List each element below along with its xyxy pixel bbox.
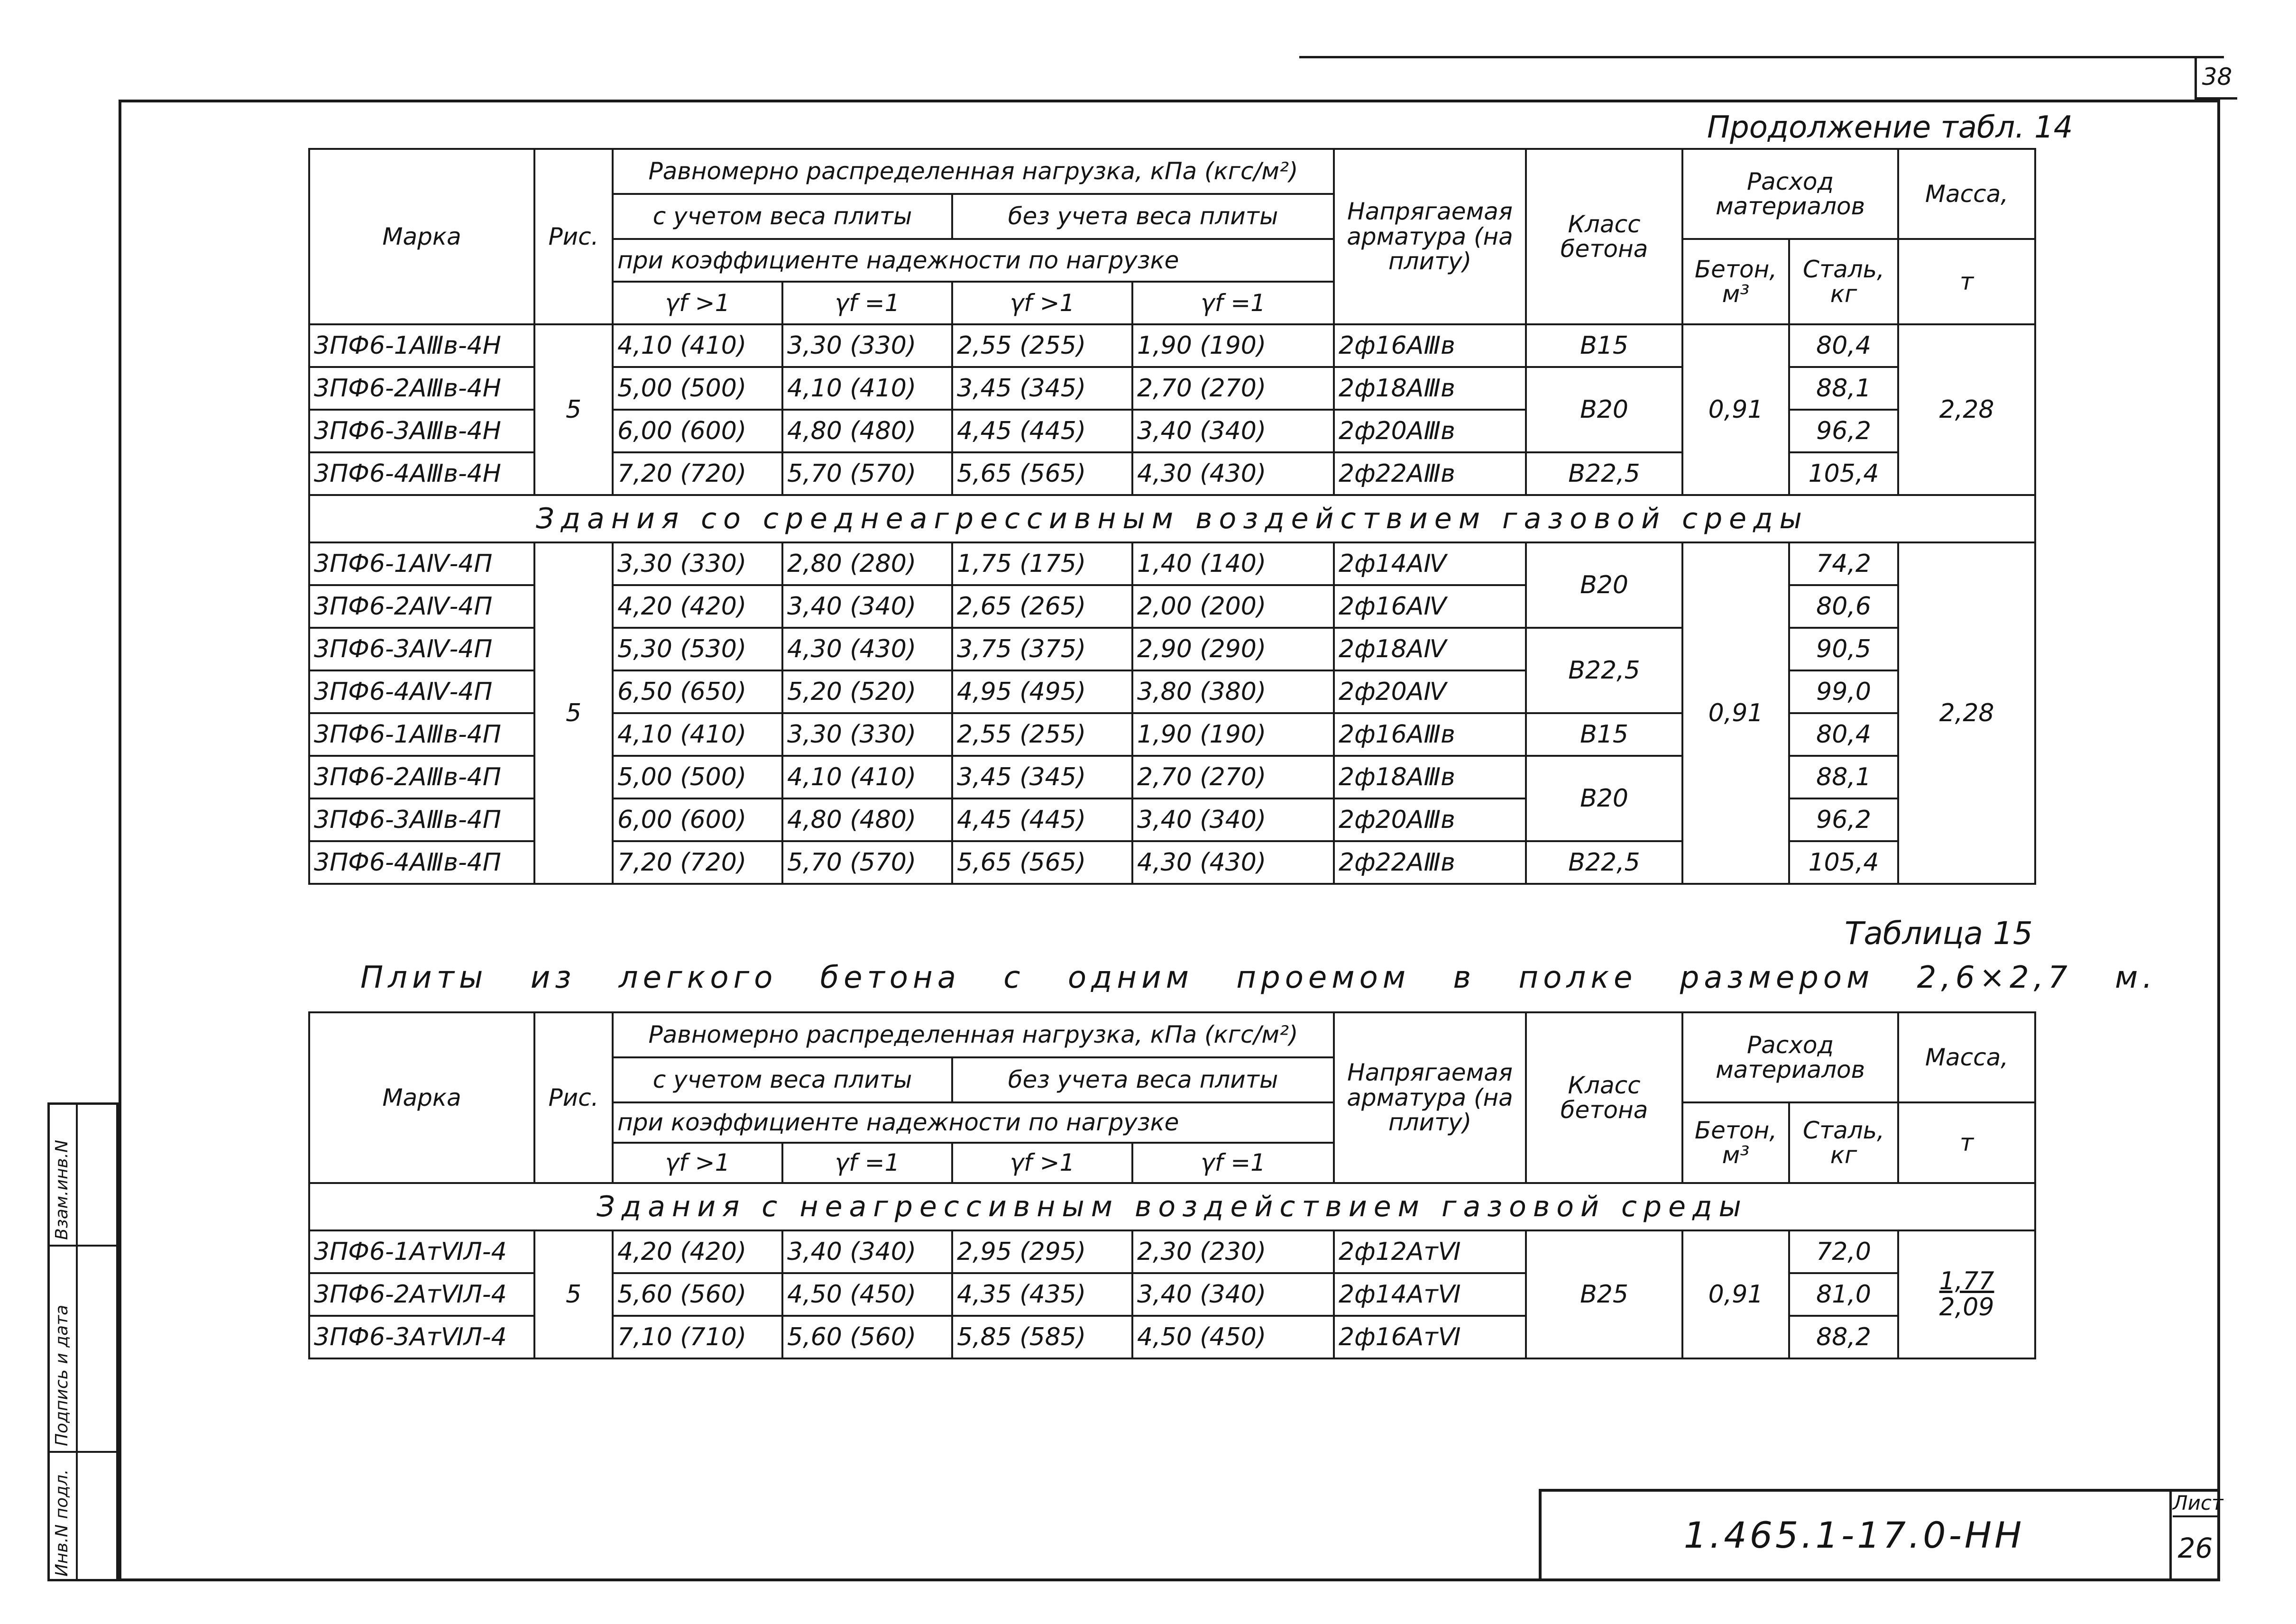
cell-load: 4,10 (410): [782, 756, 952, 798]
cell-armatura: 2ф22АⅢв: [1334, 841, 1526, 884]
cell-load: 3,45 (345): [952, 756, 1132, 798]
cell-stal: 74,2: [1789, 542, 1898, 585]
cell-load: 5,65 (565): [952, 841, 1132, 884]
cell-load: 4,45 (445): [952, 798, 1132, 841]
cell-load: 6,50 (650): [613, 670, 782, 713]
header-beton: Бетон, м³: [1682, 239, 1789, 324]
section-row: [309, 495, 2035, 542]
header-stal: Сталь, кг: [1789, 239, 1898, 324]
cell-load: 4,95 (495): [952, 670, 1132, 713]
cell-klass: В15: [1526, 713, 1682, 756]
cell-load: 5,60 (560): [613, 1273, 782, 1316]
cell-load: 3,40 (340): [1132, 410, 1334, 452]
cell-klass: В22,5: [1526, 841, 1682, 884]
cell-klass: В20: [1526, 542, 1682, 628]
header-stal: Сталь, кг: [1789, 1102, 1898, 1183]
cell-load: 7,20 (720): [613, 452, 782, 495]
header-beton: Бетон, м³: [1682, 1102, 1789, 1183]
table-row: [309, 1230, 2035, 1273]
header-rashod: Расход материалов: [1682, 149, 1898, 239]
table15: [308, 1011, 2036, 1359]
cell-marka: 3ПФ6-2АⅢв-4П: [309, 756, 534, 798]
cell-load: 3,80 (380): [1132, 670, 1334, 713]
header-gamma3: γf >1: [952, 1143, 1132, 1183]
header-gamma4: γf =1: [1132, 1143, 1334, 1183]
header-gamma1: γf >1: [613, 1143, 782, 1183]
cell-load: 7,20 (720): [613, 841, 782, 884]
cell-load: 5,70 (570): [782, 841, 952, 884]
header-without-weight: без учета веса плиты: [952, 1057, 1334, 1102]
cell-marka: 3ПФ6-1АⅢв-4П: [309, 713, 534, 756]
cell-armatura: 2ф14АтⅥ: [1334, 1273, 1526, 1316]
cell-armatura: 2ф16АтⅥ: [1334, 1316, 1526, 1358]
header-massa: Масса,: [1898, 149, 2035, 239]
cell-load: 6,00 (600): [613, 798, 782, 841]
cell-stal: 105,4: [1789, 841, 1898, 884]
cell-load: 4,45 (445): [952, 410, 1132, 452]
cell-stal: 88,2: [1789, 1316, 1898, 1358]
cell-load: 4,30 (430): [1132, 841, 1334, 884]
table14: [308, 148, 2036, 885]
header-with-weight: с учетом веса плиты: [613, 1057, 952, 1102]
side-stamp-row-divider: [47, 1245, 119, 1247]
massa-top: 1,77: [1939, 1267, 1994, 1296]
table-row: [309, 324, 2035, 367]
cell-load: 3,40 (340): [1132, 1273, 1334, 1316]
cell-marka: 3ПФ6-1АтⅥЛ-4: [309, 1230, 534, 1273]
header-massa-unit: т: [1898, 239, 2035, 324]
cell-armatura: 2ф18АⅢв: [1334, 367, 1526, 410]
cell-marka: 3ПФ6-4АⅣ-4П: [309, 670, 534, 713]
table15-caption: Таблица 15: [1845, 915, 2033, 952]
cell-load: 3,40 (340): [782, 1230, 952, 1273]
side-label-signature: Подпись и дата: [52, 1304, 72, 1446]
document-number: 1.465.1-17.0-НН: [1683, 1514, 2025, 1556]
side-label-replace: Взам.инв.N: [52, 1139, 72, 1240]
cell-load: 4,80 (480): [782, 410, 952, 452]
cell-ris: 5: [534, 324, 613, 495]
cell-load: 2,95 (295): [952, 1230, 1132, 1273]
header-with-weight: с учетом веса плиты: [613, 194, 952, 239]
cell-load: 4,10 (410): [613, 324, 782, 367]
cell-load: 4,20 (420): [613, 585, 782, 628]
cell-stal: 105,4: [1789, 452, 1898, 495]
cell-klass: В22,5: [1526, 452, 1682, 495]
cell-stal: 88,1: [1789, 367, 1898, 410]
table-row: [309, 542, 2035, 585]
cell-ris: 5: [534, 542, 613, 884]
cell-marka: 3ПФ6-1АⅣ-4П: [309, 542, 534, 585]
cell-load: 1,90 (190): [1132, 324, 1334, 367]
cell-load: 4,10 (410): [613, 713, 782, 756]
cell-load: 5,85 (585): [952, 1316, 1132, 1358]
cell-massa: 2,28: [1898, 324, 2035, 495]
cell-load: 1,75 (175): [952, 542, 1132, 585]
cell-load: 4,30 (430): [782, 628, 952, 670]
cell-load: 4,50 (450): [782, 1273, 952, 1316]
cell-load: 2,80 (280): [782, 542, 952, 585]
cell-marka: 3ПФ6-4АⅢв-4Н: [309, 452, 534, 495]
cell-ris: 5: [534, 1230, 613, 1358]
header-klass: Класс бетона: [1526, 1012, 1682, 1183]
cell-stal: 90,5: [1789, 628, 1898, 670]
cell-stal: 88,1: [1789, 756, 1898, 798]
cell-load: 3,30 (330): [782, 713, 952, 756]
cell-marka: 3ПФ6-2АтⅥЛ-4: [309, 1273, 534, 1316]
cell-armatura: 2ф22АⅢв: [1334, 452, 1526, 495]
cell-load: 2,90 (290): [1132, 628, 1334, 670]
cell-load: 4,30 (430): [1132, 452, 1334, 495]
header-coef: при коэффициенте надежности по нагрузке: [613, 1102, 1334, 1143]
cell-stal: 99,0: [1789, 670, 1898, 713]
cell-load: 1,40 (140): [1132, 542, 1334, 585]
cell-load: 5,00 (500): [613, 756, 782, 798]
cell-load: 5,65 (565): [952, 452, 1132, 495]
side-stamp-row-divider: [47, 1451, 119, 1453]
cell-beton: 0,91: [1682, 324, 1789, 495]
cell-load: 2,65 (265): [952, 585, 1132, 628]
side-label-inv: Инв.N подл.: [52, 1469, 72, 1577]
cell-stal: 80,4: [1789, 324, 1898, 367]
cell-klass: В25: [1526, 1230, 1682, 1358]
header-gamma1: γf >1: [613, 282, 782, 324]
cell-armatura: 2ф20АⅢв: [1334, 798, 1526, 841]
header-marka: Марка: [309, 1012, 534, 1183]
cell-armatura: 2ф14АⅣ: [1334, 542, 1526, 585]
cell-load: 3,30 (330): [782, 324, 952, 367]
header-ris: Рис.: [534, 149, 613, 324]
cell-armatura: 2ф12АтⅥ: [1334, 1230, 1526, 1273]
cell-marka: 3ПФ6-2АⅢв-4Н: [309, 367, 534, 410]
cell-armatura: 2ф16АⅣ: [1334, 585, 1526, 628]
cell-marka: 3ПФ6-3АтⅥЛ-4: [309, 1316, 534, 1358]
cell-load: 2,55 (255): [952, 324, 1132, 367]
table15-title: Плиты из легкого бетона с одним проемом в полке размером 2,6×2,7 м.: [360, 960, 2157, 995]
cell-load: 3,75 (375): [952, 628, 1132, 670]
cell-stal: 81,0: [1789, 1273, 1898, 1316]
cell-beton: 0,91: [1682, 1230, 1789, 1358]
cell-stal: 80,4: [1789, 713, 1898, 756]
header-without-weight: без учета веса плиты: [952, 194, 1334, 239]
cell-load: 2,00 (200): [1132, 585, 1334, 628]
header-gamma2: γf =1: [782, 282, 952, 324]
cell-marka: 3ПФ6-2АⅣ-4П: [309, 585, 534, 628]
cell-armatura: 2ф18АⅢв: [1334, 756, 1526, 798]
sheet-number: 26: [2177, 1532, 2213, 1564]
top-sheet-number: 38: [2195, 56, 2237, 100]
cell-klass: В20: [1526, 367, 1682, 452]
cell-load: 4,10 (410): [782, 367, 952, 410]
section-title: Здания со среднеагрессивным воздействием газовой среды: [309, 495, 2035, 542]
cell-load: 5,20 (520): [782, 670, 952, 713]
sheet-label: Лист: [2173, 1491, 2218, 1517]
massa-bottom: 2,09: [1939, 1293, 1994, 1321]
cell-stal: 96,2: [1789, 798, 1898, 841]
section-title: Здания с неагрессивным воздействием газовой среды: [309, 1183, 2035, 1230]
cell-massa: [1898, 1230, 2035, 1358]
cell-armatura: 2ф18АⅣ: [1334, 628, 1526, 670]
cell-armatura: 2ф16АⅢв: [1334, 713, 1526, 756]
header-klass: Класс бетона: [1526, 149, 1682, 324]
cell-marka: 3ПФ6-4АⅢв-4П: [309, 841, 534, 884]
header-rashod: Расход материалов: [1682, 1012, 1898, 1102]
cell-klass: В22,5: [1526, 628, 1682, 713]
cell-beton: 0,91: [1682, 542, 1789, 884]
cell-load: 4,80 (480): [782, 798, 952, 841]
cell-load: 2,70 (270): [1132, 367, 1334, 410]
cell-load: 5,60 (560): [782, 1316, 952, 1358]
cell-load: 4,35 (435): [952, 1273, 1132, 1316]
cell-load: 5,30 (530): [613, 628, 782, 670]
cell-klass: В15: [1526, 324, 1682, 367]
cell-stal: 80,6: [1789, 585, 1898, 628]
header-coef: при коэффициенте надежности по нагрузке: [613, 239, 1334, 282]
cell-load: 3,45 (345): [952, 367, 1132, 410]
cell-marka: 3ПФ6-1АⅢв-4Н: [309, 324, 534, 367]
cell-armatura: 2ф16АⅢв: [1334, 324, 1526, 367]
cell-marka: 3ПФ6-3АⅣ-4П: [309, 628, 534, 670]
cell-load: 7,10 (710): [613, 1316, 782, 1358]
header-gamma3: γf >1: [952, 282, 1132, 324]
cell-marka: 3ПФ6-3АⅢв-4П: [309, 798, 534, 841]
cell-load: 4,20 (420): [613, 1230, 782, 1273]
cell-massa: 2,28: [1898, 542, 2035, 884]
cell-load: 2,70 (270): [1132, 756, 1334, 798]
header-load: Равномерно распределенная нагрузка, кПа (кгс/м²): [613, 1012, 1334, 1057]
header-massa: Масса,: [1898, 1012, 2035, 1102]
header-load: Равномерно распределенная нагрузка, кПа (кгс/м²): [613, 149, 1334, 194]
top-border-line: [1299, 56, 2224, 58]
header-gamma2: γf =1: [782, 1143, 952, 1183]
cell-klass: В20: [1526, 756, 1682, 841]
cell-stal: 96,2: [1789, 410, 1898, 452]
cell-marka: 3ПФ6-3АⅢв-4Н: [309, 410, 534, 452]
header-armatura: Напрягаемая арматура (на плиту): [1334, 149, 1526, 324]
cell-load: 6,00 (600): [613, 410, 782, 452]
header-armatura: Напрягаемая арматура (на плиту): [1334, 1012, 1526, 1183]
cell-load: 5,70 (570): [782, 452, 952, 495]
cell-load: 2,55 (255): [952, 713, 1132, 756]
header-marka: Марка: [309, 149, 534, 324]
table14-caption: Продолжение табл. 14: [1707, 110, 2073, 145]
cell-load: 1,90 (190): [1132, 713, 1334, 756]
section-row: [309, 1183, 2035, 1230]
cell-armatura: 2ф20АⅢв: [1334, 410, 1526, 452]
header-ris: Рис.: [534, 1012, 613, 1183]
cell-load: 3,40 (340): [782, 585, 952, 628]
cell-stal: 72,0: [1789, 1230, 1898, 1273]
header-gamma4: γf =1: [1132, 282, 1334, 324]
cell-armatura: 2ф20АⅣ: [1334, 670, 1526, 713]
cell-load: 3,40 (340): [1132, 798, 1334, 841]
cell-load: 5,00 (500): [613, 367, 782, 410]
side-stamp-divider: [76, 1102, 78, 1581]
cell-load: 3,30 (330): [613, 542, 782, 585]
header-massa-unit: т: [1898, 1102, 2035, 1183]
cell-load: 2,30 (230): [1132, 1230, 1334, 1273]
cell-load: 4,50 (450): [1132, 1316, 1334, 1358]
